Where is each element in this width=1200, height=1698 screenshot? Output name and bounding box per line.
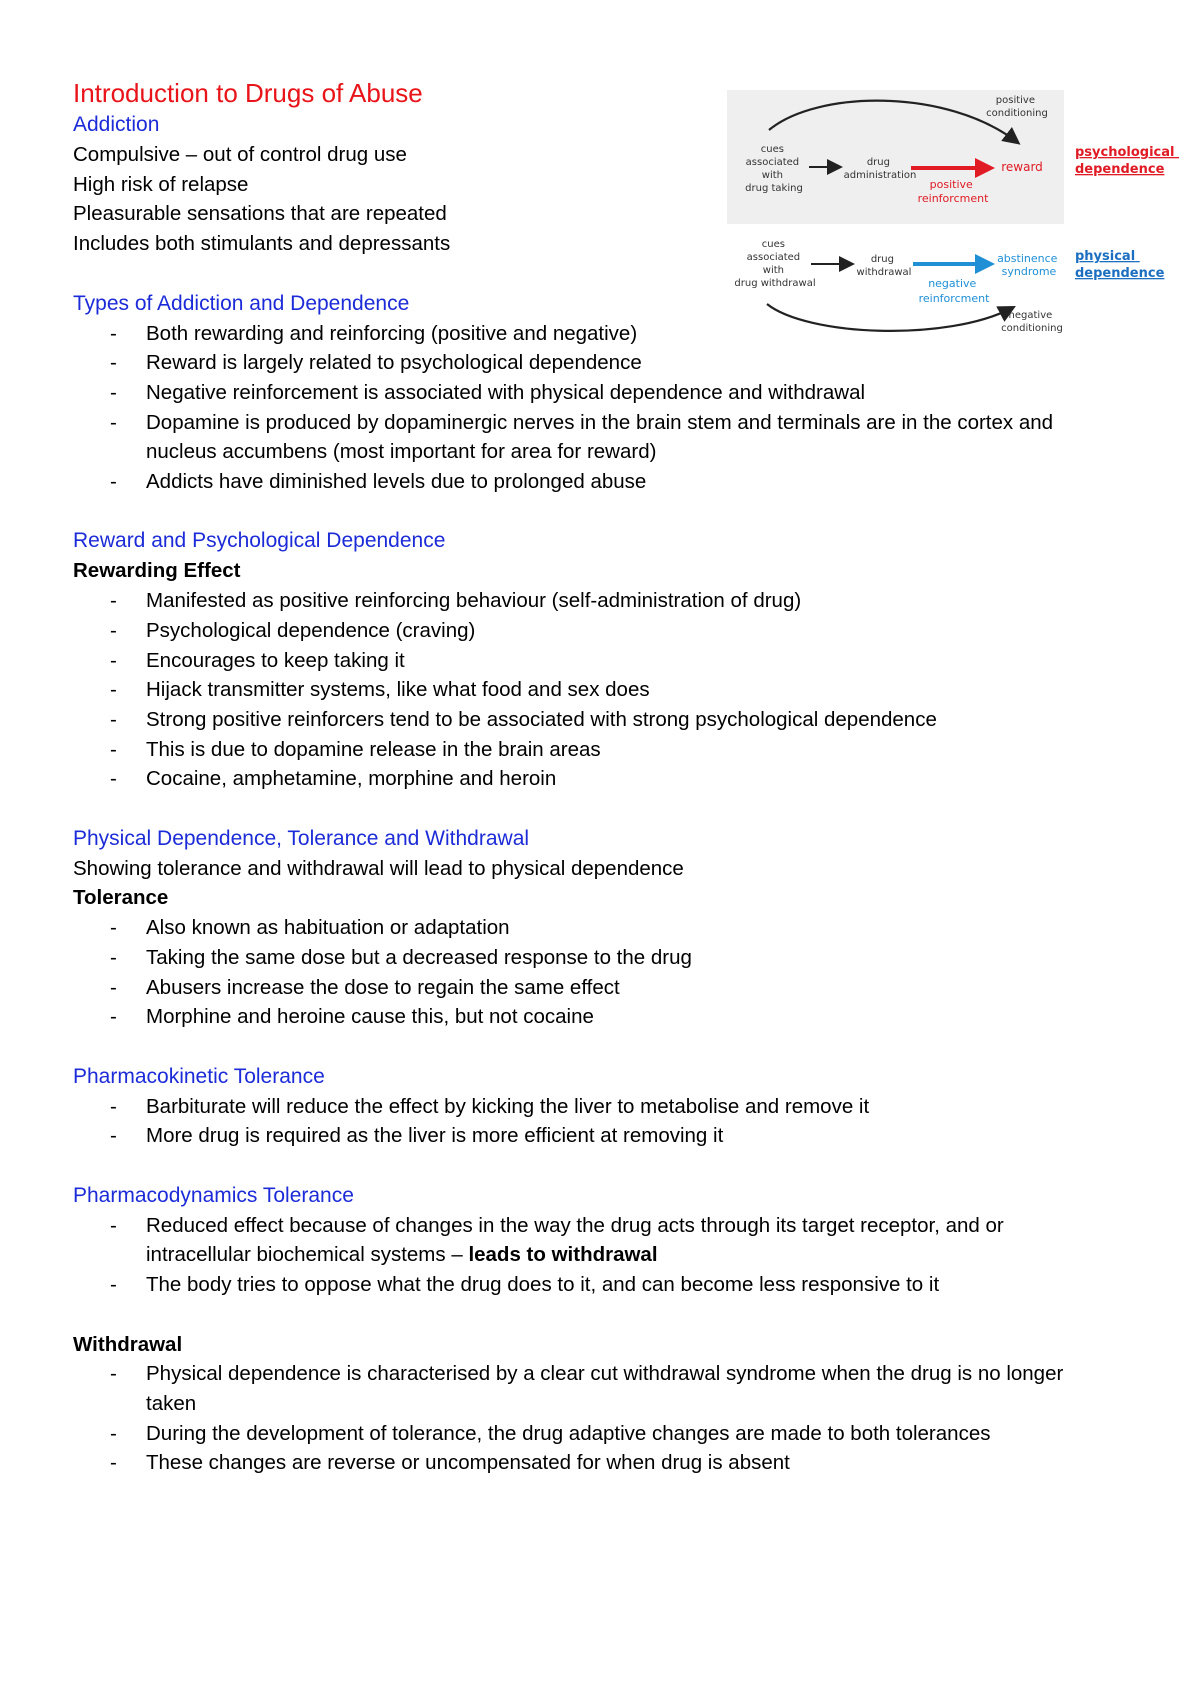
list-item: - Encourages to keep taking it bbox=[73, 646, 1133, 676]
pd-item-text: Reduced effect because of changes in the way the drug acts through its target receptor, and or intracellular biochemical systems – bbox=[146, 1213, 1004, 1267]
list-item: - Abusers increase the dose to regain the same effect bbox=[73, 973, 1133, 1003]
negative-conditioning-arc bbox=[767, 304, 1012, 331]
list-item: - Strong positive reinforcers tend to be associated with strong psychological dependence bbox=[73, 705, 1133, 735]
pd-item-bold: leads to withdrawal bbox=[468, 1243, 658, 1267]
list-item: - Addicts have diminished levels due to prolonged abuse bbox=[73, 467, 1133, 497]
list-item: - Cocaine, amphetamine, morphine and heroin bbox=[73, 764, 1133, 794]
list-item: - Hijack transmitter systems, like what food and sex does bbox=[73, 675, 1133, 705]
psychological-dependence-label: psychological dependence bbox=[1075, 145, 1175, 177]
list-item: - Reward is largely related to psychological dependence bbox=[73, 348, 1133, 378]
list-item: - During the development of tolerance, the drug adaptive changes are made to both tolerances bbox=[73, 1419, 1133, 1449]
reward-label: reward bbox=[1001, 160, 1043, 174]
reward-heading: Reward and Psychological Dependence bbox=[73, 529, 446, 553]
physical-intro: Showing tolerance and withdrawal will lead to physical dependence bbox=[73, 856, 684, 880]
tolerance-subheading: Tolerance bbox=[73, 886, 169, 910]
list-item: - Physical dependence is characterised by a clear cut withdrawal syndrome when the drug is no longer taken bbox=[73, 1359, 1133, 1418]
list-item: - This is due to dopamine release in the brain areas bbox=[73, 735, 1133, 765]
list-item: - Psychological dependence (craving) bbox=[73, 616, 1133, 646]
addiction-line: High risk of relapse bbox=[73, 172, 249, 196]
top-conditioning-label: positive conditioning bbox=[986, 95, 1048, 119]
positive-conditioning-arc bbox=[769, 101, 1017, 142]
list-item: - Also known as habituation or adaptation bbox=[73, 913, 1133, 943]
top-drug-label: drug administration bbox=[843, 157, 917, 181]
physical-dependence-label: physical dependence bbox=[1075, 249, 1165, 281]
addiction-line: Compulsive – out of control drug use bbox=[73, 143, 407, 166]
physical-heading: Physical Dependence, Tolerance and Withdrawal bbox=[73, 826, 530, 850]
list-item bbox=[73, 1211, 1133, 1270]
dependence-diagram bbox=[727, 90, 1187, 352]
pk-heading: Pharmacokinetic Tolerance bbox=[73, 1064, 325, 1088]
negative-reinforcement-label: negative reinforcment bbox=[918, 277, 990, 305]
list-item: - Morphine and heroine cause this, but not cocaine bbox=[73, 1002, 1133, 1032]
bottom-cues-label: cues associated with drug withdrawal bbox=[734, 239, 816, 289]
addiction-heading: Addiction bbox=[73, 113, 160, 136]
list-item: - Barbiturate will reduce the effect by kicking the liver to metabolise and remove it bbox=[73, 1092, 1133, 1122]
reward-list bbox=[73, 586, 1133, 794]
addiction-line: Pleasurable sensations that are repeated bbox=[73, 202, 447, 226]
pk-list bbox=[73, 1092, 1133, 1151]
list-item: - Taking the same dose but a decreased response to the drug bbox=[73, 943, 1133, 973]
reward-subheading: Rewarding Effect bbox=[73, 559, 241, 583]
list-item: - The body tries to oppose what the drug does to it, and can become less responsive to it bbox=[73, 1270, 1133, 1300]
list-item: - These changes are reverse or uncompensated for when drug is absent bbox=[73, 1448, 1133, 1478]
bottom-conditioning-label: negative conditioning bbox=[1001, 310, 1063, 334]
document-title: Introduction to Drugs of Abuse bbox=[73, 78, 423, 108]
list-item: - Dopamine is produced by dopaminergic nerves in the brain stem and terminals are in the cortex and nucleus accumbens (most important for area for reward) bbox=[73, 408, 1133, 467]
list-item: - Negative reinforcement is associated with physical dependence and withdrawal bbox=[73, 378, 1133, 408]
top-cues-label: cues associated with drug taking bbox=[745, 144, 803, 194]
types-heading: Types of Addiction and Dependence bbox=[73, 291, 410, 315]
bottom-drug-label: drug withdrawal bbox=[856, 254, 912, 278]
list-item: - Both rewarding and reinforcing (positive and negative) bbox=[73, 319, 1133, 349]
diagram-svg bbox=[727, 90, 1187, 352]
addiction-line: Includes both stimulants and depressants bbox=[73, 232, 451, 256]
pd-heading: Pharmacodynamics Tolerance bbox=[73, 1183, 354, 1207]
positive-reinforcement-label: positive reinforcment bbox=[917, 178, 989, 205]
list-item: - More drug is required as the liver is more efficient at removing it bbox=[73, 1121, 1133, 1151]
withdrawal-list bbox=[73, 1359, 1133, 1478]
pd-list bbox=[73, 1211, 1133, 1300]
abstinence-syndrome-label: abstinence syndrome bbox=[997, 252, 1058, 278]
tolerance-list bbox=[73, 913, 1133, 1032]
withdrawal-heading: Withdrawal bbox=[73, 1332, 183, 1356]
list-item: - Manifested as positive reinforcing behaviour (self-administration of drug) bbox=[73, 586, 1133, 616]
